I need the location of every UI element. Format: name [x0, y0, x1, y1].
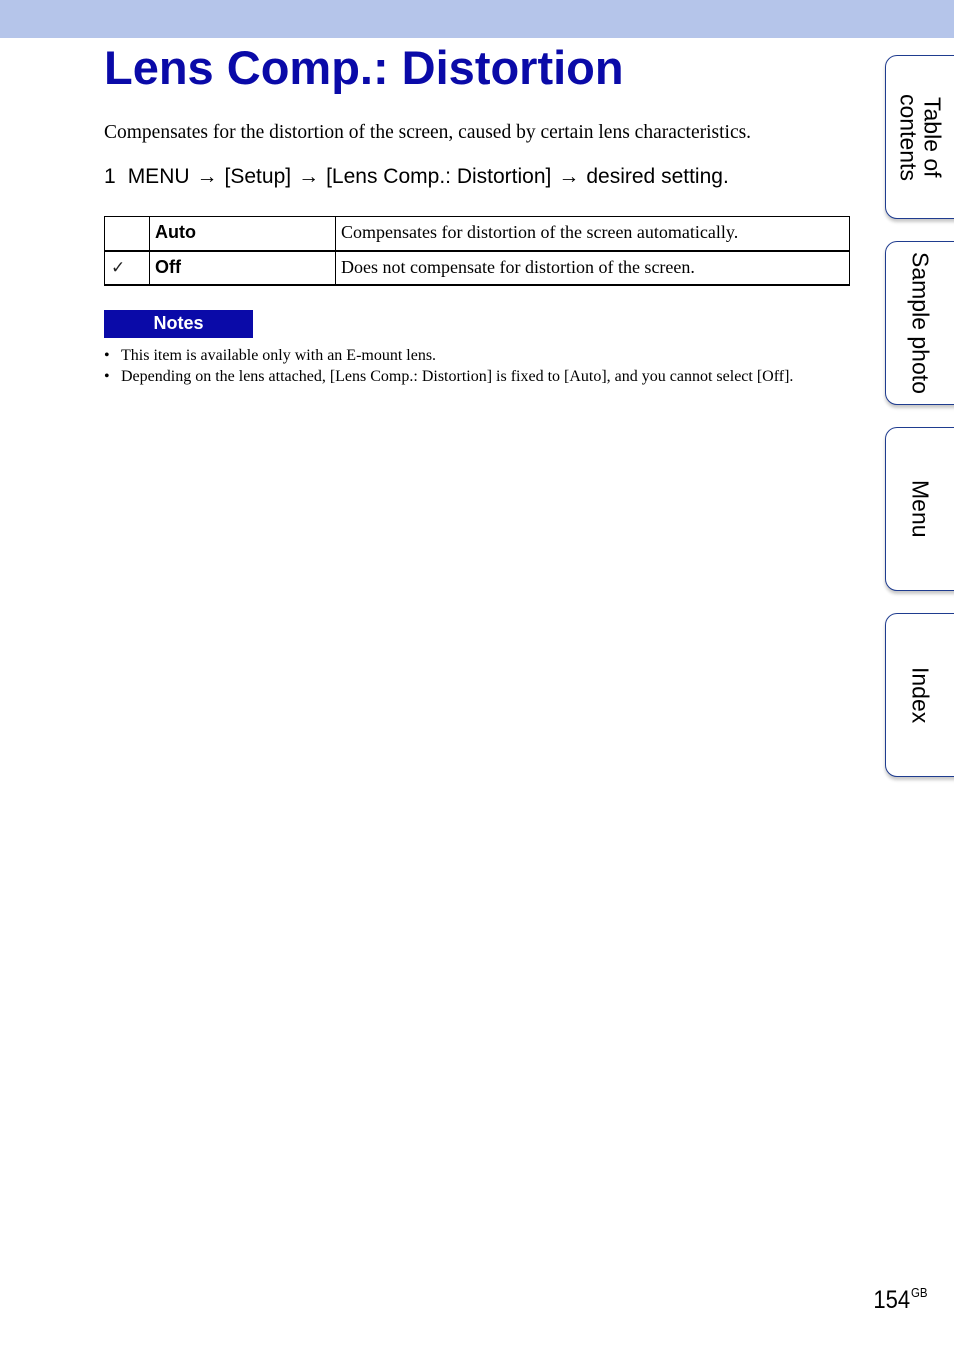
step-lens-comp: [Lens Comp.: Distortion] [326, 165, 552, 188]
default-marker-cell [105, 217, 150, 251]
tab-label: Sample photo [907, 252, 934, 394]
list-item: • This item is available only with an E-mount lens. [104, 345, 793, 366]
step-menu: MENU [127, 165, 190, 188]
step-desired-setting: desired setting. [586, 165, 729, 188]
arrow-right-icon: → [298, 165, 320, 188]
step-setup: [Setup] [224, 165, 292, 188]
table-row [105, 251, 850, 285]
page-number [874, 1277, 928, 1316]
menu-step [104, 162, 729, 192]
notes-list [104, 345, 793, 387]
page-number-suffix: GB [911, 1285, 928, 1300]
tab-label: Table of contents [895, 93, 946, 181]
tab-label: Menu [907, 480, 934, 538]
arrow-right-icon: → [558, 165, 580, 188]
header-band [0, 0, 954, 38]
tab-sample-photo[interactable] [885, 241, 954, 405]
default-check-icon: ✓ [111, 257, 126, 278]
tab-label: Index [907, 666, 934, 724]
tab-table-of-contents[interactable] [885, 55, 954, 219]
option-description: Compensates for distortion of the screen automatically. [336, 217, 850, 251]
settings-table [104, 216, 850, 286]
page-number-value: 154 [873, 1286, 911, 1314]
tab-menu[interactable] [885, 427, 954, 591]
step-number: 1 [104, 165, 116, 188]
option-name: Auto [150, 217, 336, 251]
page-title: Lens Comp.: Distortion [104, 41, 624, 94]
intro-text: Compensates for the distortion of the screen, caused by certain lens characteristics. [104, 122, 752, 143]
list-item: • Depending on the lens attached, [Lens Comp.: Distortion] is fixed to [Auto], and you cannot select [Off]. [104, 366, 793, 387]
notes-heading: Notes [104, 310, 253, 338]
option-name: Off [150, 251, 336, 285]
default-marker-cell [105, 251, 150, 285]
arrow-right-icon: → [196, 165, 218, 188]
tab-index[interactable] [885, 613, 954, 777]
option-description: Does not compensate for distortion of the screen. [336, 251, 850, 285]
table-row [105, 217, 850, 251]
